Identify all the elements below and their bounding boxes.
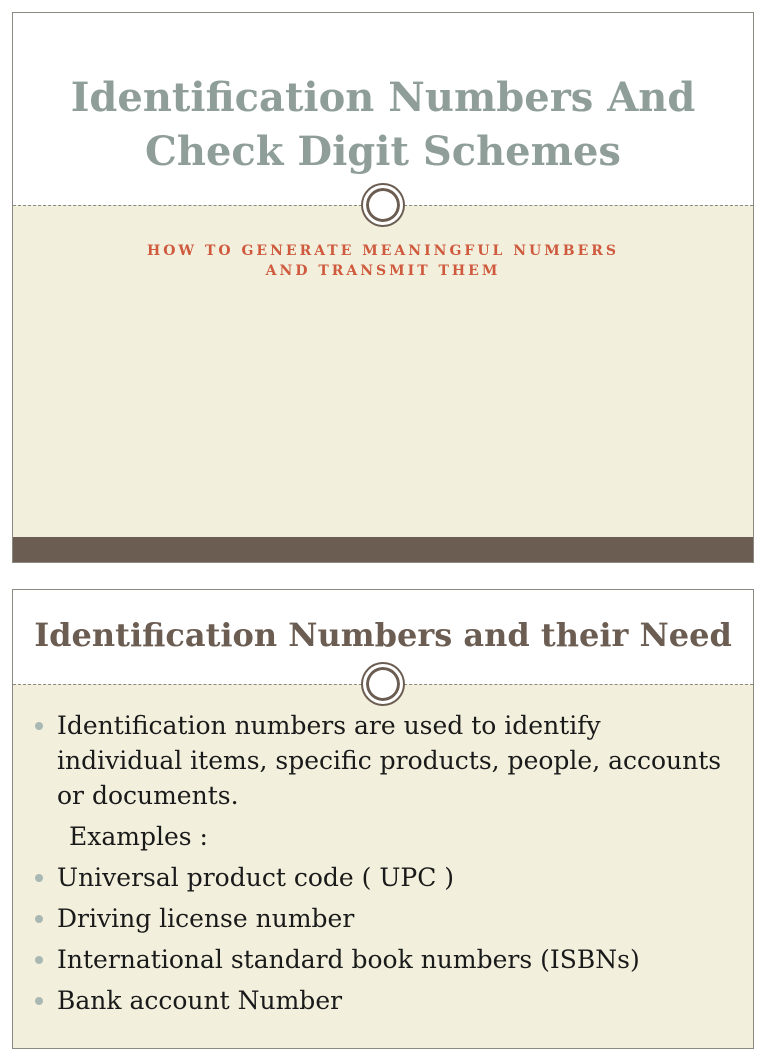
list-item-examples: Examples : [69,822,208,851]
list-item: Bank account Number [31,983,733,1018]
bullet-dot-icon [35,956,43,964]
bullet-dot-icon [35,997,43,1005]
title-line-2: Check Digit Schemes [145,128,621,175]
bullet-dot-icon [35,915,43,923]
footer-bar [13,537,753,563]
slide-heading: Identification Numbers and their Need [34,616,732,654]
subtitle-line-1: HOW TO GENERATE MEANINGFUL NUMBERS [146,243,620,259]
title-line-1: Identification Numbers And [70,74,696,121]
list-item: Driving license number [31,901,733,936]
bullet-dot-icon [35,722,43,730]
ring-ornament-icon [363,664,403,704]
bullet-list [31,708,733,1024]
list-item: Universal product code ( UPC ) [31,860,733,895]
slide-title [12,12,754,563]
subtitle [13,241,753,281]
list-item: International standard book numbers (ISBNs) [31,942,733,977]
ring-ornament-icon [363,185,403,225]
subtitle-line-2: AND TRANSMIT THEM [265,263,501,279]
slide-content [12,589,754,1049]
bullet-dot-icon [35,874,43,882]
page-title [13,71,753,179]
list-item: Identification numbers are used to identify individual items, specific products, people, accounts or documents. [31,708,733,813]
